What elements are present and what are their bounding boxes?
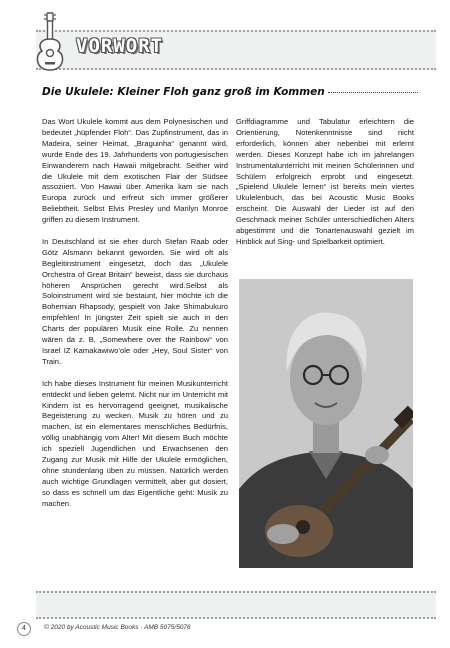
copyright-notice: © 2020 by Acoustic Music Books · AMB 5075/5076	[44, 624, 191, 631]
author-photo	[239, 279, 413, 568]
page-number: 4	[17, 622, 31, 636]
ukulele-icon	[30, 12, 70, 74]
paragraph: Ich habe dieses Instrument für meinen Musikunterricht entdeckt und lieben gelernt. Nicht nur im Unterricht mit Kindern ist es hervorragend geeignet, musikalische Begeisterung zu wecken. Musik zu hören und zu machen, ist ein elementares menschliches Bedürfnis, völlig unabhängig vom Alter! Mit diesem Buch möchte ich speziell Jugendlichen und Erwachsenen den Zugang zur Musik mit Hilfe der Ukulele ermöglichen, ohne stundenlang üben zu müssen. Natürlich werden auch wichtige Grundlagen vermittelt, aber gut dosiert, so dass es schnell um das Eigentliche geht: Musik zu machen.	[42, 378, 228, 508]
heading-dotted-rule	[328, 92, 418, 93]
left-column	[42, 117, 228, 520]
section-heading	[42, 86, 418, 98]
footer-band	[36, 591, 436, 619]
paragraph: In Deutschland ist sie eher durch Stefan Raab oder Götz Alsmann bekannt geworden. Sie wird oft als Begleitinstrument eingesetzt, doch das „Ukulele Orchestra of Great Britain“ beweist, dass sie durchaus höheren Ansprüchen gerecht wird.Selbst als Soloinstrument wird sie bestaunt, hier möchte ich die Bohemian Rhapsody, gespielt von Jake Shimabukuro empfehlen! In jüngster Zeit spielt sie auch in den Charts der populären Musik eine Rolle. Zu nennen wären da z. B. „Somewhere over the Rainbow“ von Israel IZ Kamakawiwo’ole oder „Hey, Soul Sister“ von Train.	[42, 236, 228, 366]
paragraph: Das Wort Ukulele kommt aus dem Polynesischen und bedeutet „hüpfender Floh“. Das Zupfinstrument, das in Madeira, seiner Heimat, „Braguinha“ genannt wird, wurde Ende des 19. Jahrhunderts von portugiesischen Einwanderern nach Hawaii mitgebracht. Seither wird die Ukulele mit dem exotischen Flair der Südsee assoziiert. Von Hawaii über Amerika kam sie nach Europa zurück und erfreut sich immer größerer Beliebtheit. Selbst Elvis Presley und Marilyn Monroe griffen zu diesem Instrument.	[42, 117, 228, 225]
right-column	[236, 117, 414, 259]
page-title: VORWORT	[76, 35, 164, 57]
paragraph: Griffdiagramme und Tabulatur erleichtern die Orientierung, Notenkenntnisse sind nicht erforderlich, können aber nebenbei mit erlernt werden. Dieses Konzept habe ich im jahrelangen Instrumentalunterricht mit meinen Schülerinnen und Schülern erfolgreich erprobt und eingesetzt. „Spielend Ukulele lernen“ ist bereits mein viertes Ukulelenbuch, das bei Acoustic Music Books erscheint. Die Auswahl der Lieder ist auf den Geschmack meiner Schüler unterschiedlichen Alters abgestimmt und die Tonartenauswahl gezielt im Hinblick auf Sing- und Spielbarkeit optimiert.	[236, 117, 414, 246]
section-heading-text: Die Ukulele: Kleiner Floh ganz groß im Kommen	[42, 86, 325, 98]
